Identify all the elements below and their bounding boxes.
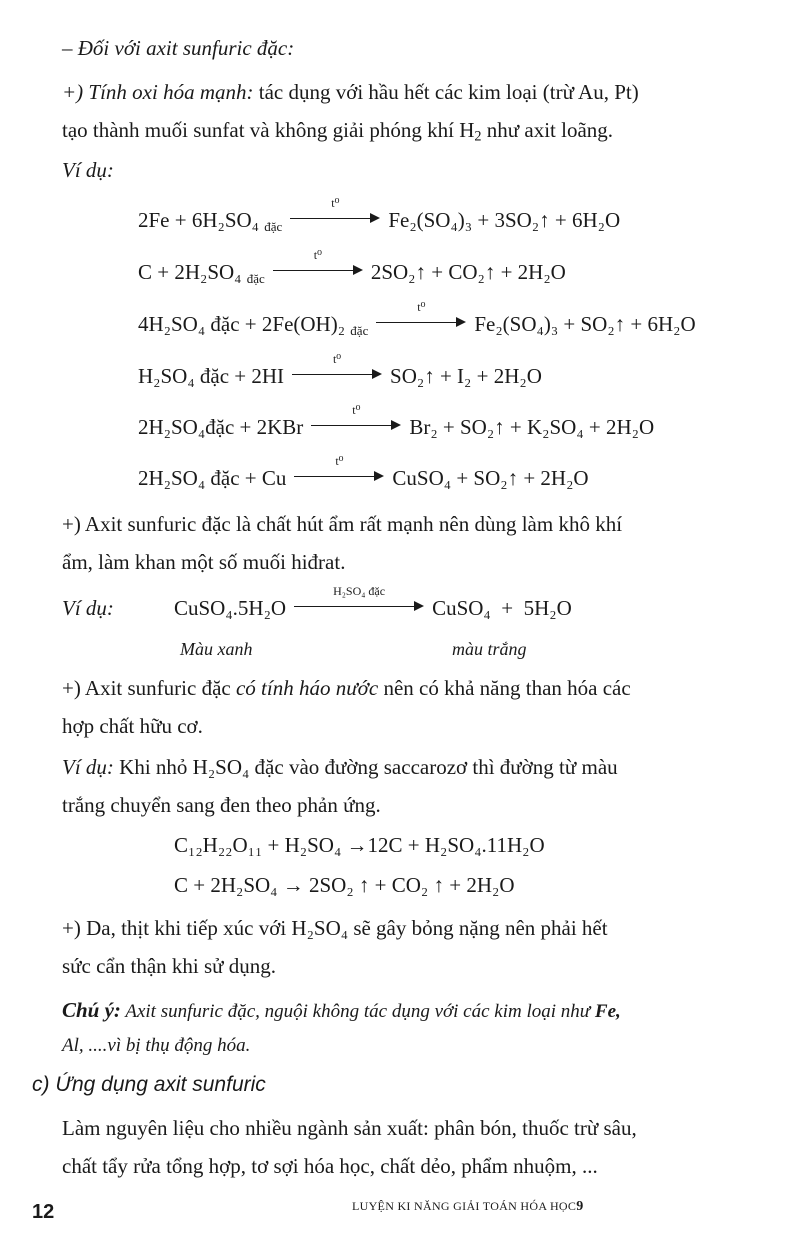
- reaction-products: SO₂↑ + I₂ + 2H₂O: [390, 364, 542, 388]
- reaction-products: Fe₂(SO₄)₃ + SO₂↑ + 6H₂O: [474, 312, 696, 336]
- dehydrating-prefix: +) Axit sunfuric đặc: [62, 676, 236, 700]
- book-title-text: LUYỆN KI NĂNG GIẢI TOÁN HÓA HỌC: [352, 1199, 577, 1213]
- reaction-products: CuSO₄ + 5H₂O: [432, 596, 572, 620]
- sugar-equation-2: C + 2H₂SO₄ → 2SO₂ ↑ + CO₂ ↑ + 2H₂O: [174, 873, 515, 897]
- dehydrating-emphasis: có tính háo nước: [235, 676, 379, 700]
- reaction-products: CuSO₄ + SO₂↑ + 2H₂O: [392, 466, 589, 490]
- oxidizing-paragraph-line-1: [62, 82, 639, 103]
- reaction-6: [138, 454, 589, 490]
- reaction-reactants: 2H₂SO₄đặc + 2KBr: [138, 415, 304, 439]
- reaction-condition: t⁰: [335, 454, 344, 468]
- reactant-color-label: Màu xanh: [180, 639, 253, 659]
- sugar-equation-1: C₁₂H₂₂O₁₁ + H₂SO₄ →12C + H₂SO₄.11H₂O: [174, 833, 545, 857]
- note-label: Chú ý:: [62, 998, 121, 1022]
- arrow-icon: [294, 454, 384, 483]
- arrow-icon: [292, 352, 382, 381]
- reaction-4: [138, 352, 542, 388]
- note-line-2: Al, ....vì bị thụ động hóa.: [62, 1035, 251, 1056]
- oxidizing-label: +) Tính oxi hóa mạnh:: [62, 80, 254, 104]
- oxidizing-text-2a: tạo thành muối sunfat và không giải phóng khí H: [62, 118, 475, 142]
- reaction-note: đặc: [246, 270, 265, 286]
- reaction-reactants: CuSO₄.5H₂O: [174, 596, 287, 620]
- safety-line-1: +) Da, thịt khi tiếp xúc với H₂SO₄ sẽ gây bỏng nặng nên phải hết: [62, 916, 608, 940]
- arrow-icon: [311, 403, 401, 432]
- note-text: Axit sunfuric đặc, nguội không tác dụng với các kim loại như: [120, 1001, 595, 1022]
- sugar-example-text: Khi nhỏ H₂SO₄ đặc vào đường saccarozơ thì đường từ màu: [113, 755, 618, 779]
- reaction-reactants: 2Fe + 6H₂SO₄: [138, 208, 259, 232]
- reaction-condition: t⁰: [331, 196, 340, 210]
- reaction-products: 2SO₂↑ + CO₂↑ + 2H₂O: [370, 260, 566, 284]
- dehydrating-line-2: hợp chất hữu cơ.: [62, 714, 203, 738]
- reaction-condition: t⁰: [313, 248, 322, 262]
- reaction-products: Br₂ + SO₂↑ + K₂SO₄ + 2H₂O: [409, 415, 655, 439]
- subscript: 2: [474, 128, 482, 145]
- reaction-2: [138, 248, 566, 286]
- reaction-reactants: H₂SO₄ đặc + 2HI: [138, 364, 285, 388]
- example-label: Ví dụ:: [62, 596, 114, 620]
- sugar-example-line-2: trắng chuyển sang đen theo phản ứng.: [62, 793, 381, 817]
- reaction-note: đặc: [350, 322, 369, 338]
- product-color-label: màu trắng: [452, 639, 527, 659]
- safety-line-2: sức cẩn thận khi sử dụng.: [62, 954, 277, 978]
- arrow-icon: [376, 300, 466, 329]
- dehydrating-line-1: [62, 678, 631, 699]
- hygroscopic-line-1: +) Axit sunfuric đặc là chất hút ẩm rất mạnh nên dùng làm khô khí: [62, 512, 623, 536]
- arrow-icon: [273, 248, 363, 277]
- reaction-3: [138, 300, 696, 338]
- section-c-heading: c) Ứng dụng axit sunfuric: [32, 1073, 266, 1096]
- reaction-1: [138, 196, 621, 234]
- section-c-line-2: chất tẩy rửa tổng hợp, tơ sợi hóa học, chất dẻo, phẩm nhuộm, ...: [62, 1154, 598, 1178]
- oxidizing-text-1: tác dụng với hầu hết các kim loại (trừ Au, Pt): [253, 80, 639, 104]
- reaction-5: [138, 403, 655, 439]
- arrow-icon: [290, 196, 380, 225]
- dehydration-example: [62, 584, 572, 620]
- book-grade: 9: [576, 1199, 584, 1214]
- concentrated-acid-heading: – Đối với axit sunfuric đặc:: [62, 36, 295, 60]
- arrow-icon: [294, 584, 424, 613]
- note-line-1: [62, 1000, 621, 1021]
- oxidizing-paragraph-line-2: [62, 118, 614, 145]
- reaction-products: Fe₂(SO₄)₃ + 3SO₂↑ + 6H₂O: [388, 208, 621, 232]
- reaction-reactants: 2H₂SO₄ đặc + Cu: [138, 466, 287, 490]
- reaction-condition: t⁰: [352, 403, 361, 417]
- reaction-condition: t⁰: [417, 300, 426, 314]
- dehydrating-suffix: nên có khả năng than hóa các: [378, 676, 631, 700]
- reaction-note: đặc: [264, 218, 283, 234]
- example-label: Ví dụ:: [62, 755, 114, 779]
- hygroscopic-line-2: ẩm, làm khan một số muối hiđrat.: [62, 550, 346, 574]
- oxidizing-text-2c: như axit loãng.: [481, 118, 614, 142]
- reaction-reactants: C + 2H₂SO₄: [138, 260, 242, 284]
- example-label: Ví dụ:: [62, 158, 114, 182]
- section-c-line-1: Làm nguyên liệu cho nhiều ngành sản xuất: phân bón, thuốc trừ sâu,: [62, 1116, 637, 1140]
- page-number: 12: [32, 1201, 55, 1223]
- note-metal: Fe,: [594, 1001, 621, 1022]
- reaction-condition: t⁰: [332, 352, 342, 366]
- reaction-reactants: 4H₂SO₄ đặc + 2Fe(OH)₂: [138, 312, 346, 336]
- book-title: [352, 1200, 584, 1214]
- reaction-condition: H₂SO₄ đặc: [333, 584, 386, 598]
- sugar-example-line-1: [62, 757, 618, 778]
